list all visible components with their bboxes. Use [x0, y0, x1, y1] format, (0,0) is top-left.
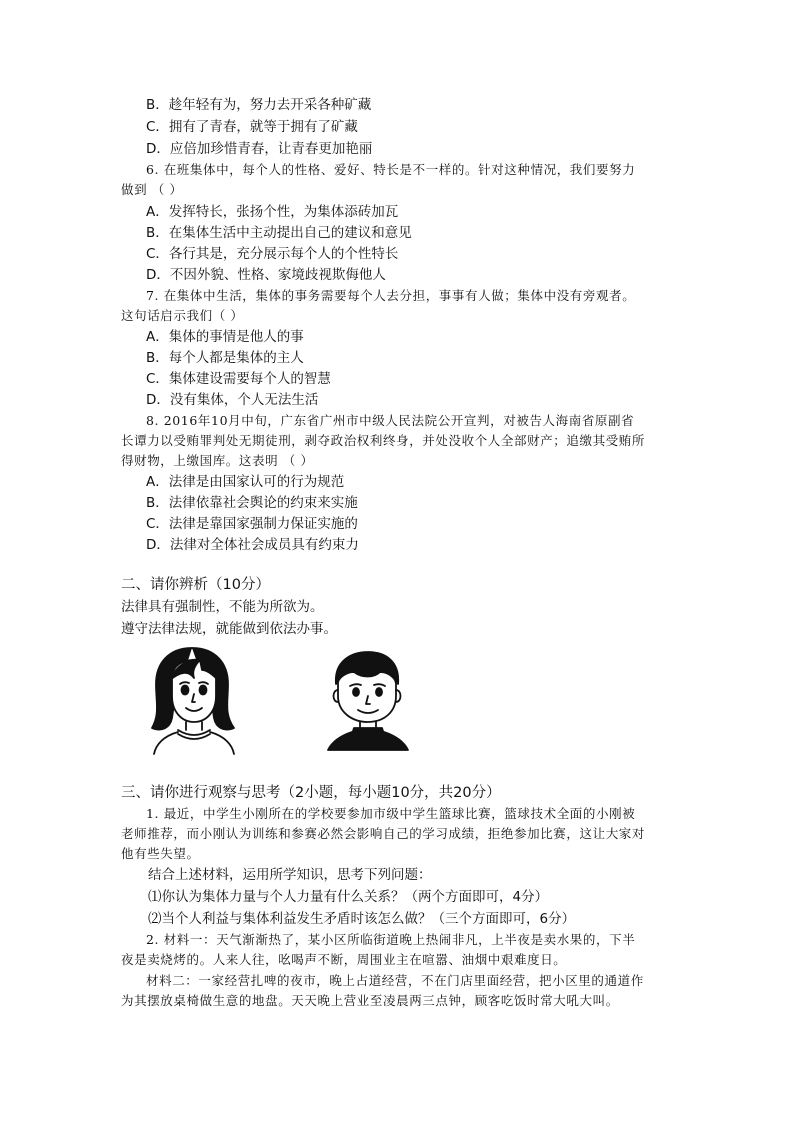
q5-option-c: C．拥有了青春，就等于拥有了矿藏 [146, 119, 358, 135]
q5-option-b: B．趁年轻有为，努力去开采各种矿藏 [146, 97, 372, 113]
q8-option-c: C．法律是靠国家强制力保证实施的 [146, 516, 358, 532]
q8-option-a: A．法律是由国家认可的行为规范 [146, 474, 345, 490]
section3-sub-question-2: ⑵当个人利益与集体利益发生矛盾时该怎么做？（三个方面即可，6分） [148, 911, 576, 927]
section2-statement-1: 法律具有强制性，不能为所欲为。 [121, 599, 324, 615]
q6-option-d: D．不因外貌、性格、家境歧视欺侮他人 [146, 267, 386, 283]
section3-q2-line4: 为其摆放桌椅做生意的地盘。天天晚上营业至凌晨两三点钟，顾客吃饭时常大吼大叫。 [121, 993, 619, 1008]
section3-sub-question-1: ⑴你认为集体力量与个人力量有什么关系？（两个方面即可，4分） [148, 889, 549, 905]
q6-stem-cont: 做到 （ ） [121, 182, 183, 197]
girl-portrait [148, 644, 240, 756]
section2-heading: 二、请你辨析（10分） [121, 577, 270, 593]
q7-stem: 7. 在集体中生活，集体的事务需要每个人去分担，事事有人做；集体中没有旁观者。 [146, 288, 636, 303]
q7-option-c: C．集体建设需要每个人的智慧 [146, 371, 331, 387]
q8-stem: 8. 2016年10月中旬，广东省广州市中级人民法院公开宣判，对被告人海南省原副省 [146, 413, 635, 428]
q8-stem-cont: 长谭力以受贿罪判处无期徒刑，剥夺政治权利终身，并处没收个人全部财产；追缴其受贿所 [121, 433, 646, 448]
q7-option-d: D．没有集体，个人无法生活 [146, 392, 319, 408]
q7-option-b: B．每个人都是集体的主人 [146, 350, 304, 366]
section3-q2-line1: 2. 材料一：天气渐渐热了，某小区所临街道晚上热闹非凡，上半夜是卖水果的，下半 [146, 932, 636, 947]
section3-q2-line3: 材料二：一家经营扎啤的夜市，晚上占道经营，不在门店里面经营，把小区里的通道作 [146, 973, 644, 988]
q7-stem-cont: 这句话启示我们（ ） [121, 308, 244, 323]
section3-q1-line2: 老师推荐，而小刚认为训练和参赛必然会影响自己的学习成绩，拒绝参加比赛，这让大家对 [121, 826, 646, 841]
section3-q2-line2: 夜是卖烧烤的。人来人往，吆喝声不断，周围业主在喧嚣、油烟中艰难度日。 [121, 952, 567, 967]
q6-stem: 6. 在班集体中，每个人的性格、爱好、特长是不一样的。针对这种情况，我们要努力 [146, 162, 636, 177]
section2-statement-2: 遵守法律法规，就能做到依法办事。 [121, 621, 337, 637]
q6-option-c: C．各行其是，充分展示每个人的个性特长 [146, 246, 399, 262]
q8-stem-cont2: 得财物，上缴国库。这表明 （ ） [121, 453, 314, 468]
q7-option-a: A．集体的事情是他人的事 [146, 329, 304, 345]
q6-option-a: A．发挥特长，张扬个性，为集体添砖加瓦 [146, 204, 399, 220]
boy-portrait [326, 648, 410, 752]
section3-prompt: 结合上述材料，运用所学知识，思考下列问题： [148, 867, 432, 883]
section3-q1-line1: 1. 最近，中学生小刚所在的学校要参加市级中学生篮球比赛，篮球技术全面的小刚被 [146, 806, 636, 821]
q8-option-d: D．法律对全体社会成员具有约束力 [146, 537, 359, 553]
q8-option-b: B．法律依靠社会舆论的约束来实施 [146, 495, 358, 511]
section3-heading: 三、请你进行观察与思考（2小题，每小题10分，共20分） [121, 785, 501, 801]
q5-option-d: D．应倍加珍惜青春，让青春更加艳丽 [146, 141, 373, 157]
section3-q1-line3: 他有些失望。 [121, 846, 200, 861]
q6-option-b: B．在集体生活中主动提出自己的建议和意见 [146, 225, 412, 241]
